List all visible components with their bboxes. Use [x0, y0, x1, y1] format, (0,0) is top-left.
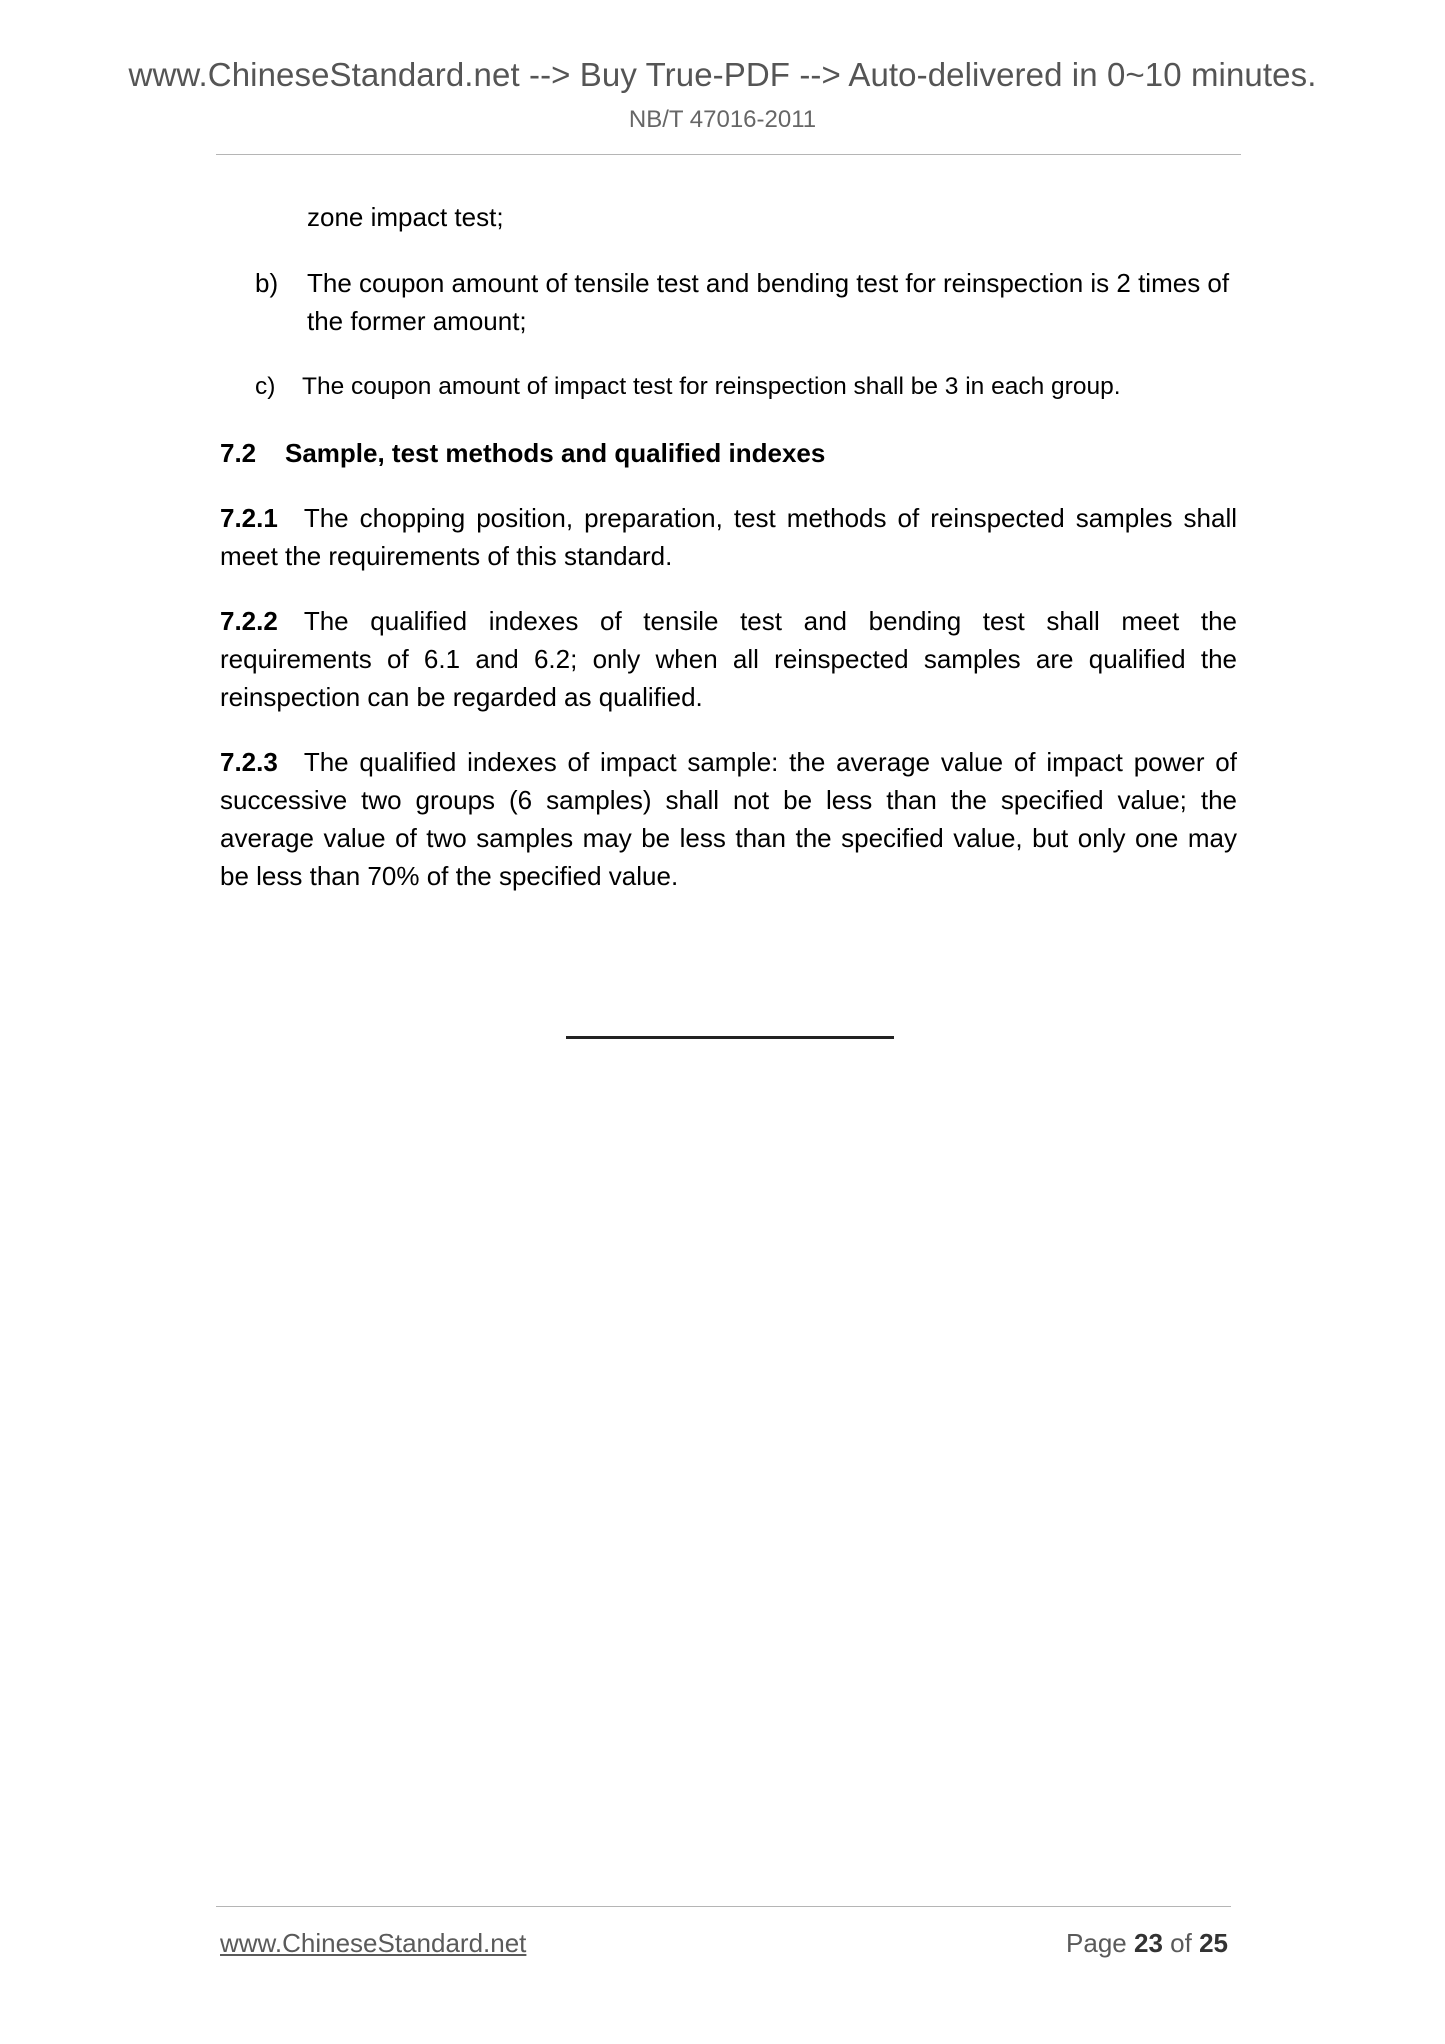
end-of-standard-rule	[566, 1036, 894, 1039]
page-label: Page	[1066, 1928, 1127, 1958]
clause-text: The qualified indexes of tensile test and bending test shall meet the requirements of 6.1 and 6.2; only when all reinspected samples are qualified the reinspection can be regarded as qualified.	[220, 606, 1237, 712]
page-total: 25	[1199, 1928, 1228, 1958]
clause-number: 7.2.3	[220, 747, 278, 777]
clause-text: The qualified indexes of impact sample: the average value of impact power of successive two groups (6 samples) shall not be less than the specified value; the average value of two samples may be less than the specified value, but only one may be less than 70% of the specified value.	[220, 747, 1237, 891]
list-marker-b: b)	[255, 268, 279, 298]
list-marker-c: c)	[255, 373, 276, 400]
section-heading-7-2	[220, 434, 1237, 472]
list-item-c	[220, 368, 1237, 406]
section-title: Sample, test methods and qualified indexes	[285, 438, 826, 468]
clause-7-2-3	[220, 743, 1237, 895]
footer-site-link[interactable]: www.ChineseStandard.net	[220, 1928, 527, 1958]
list-text-c: The coupon amount of impact test for reinspection shall be 3 in each group.	[302, 373, 1121, 400]
section-number: 7.2	[220, 438, 257, 468]
page-of-label: of	[1170, 1928, 1192, 1958]
header-banner: www.ChineseStandard.net --> Buy True-PDF --> Auto-delivered in 0~10 minutes.	[128, 56, 1317, 93]
header-document-id: NB/T 47016-2011	[628, 106, 817, 133]
list-item-b	[220, 264, 1237, 340]
list-text-b: The coupon amount of tensile test and bending test for reinspection is 2 times of the former amount;	[307, 268, 1230, 336]
page-current: 23	[1134, 1928, 1163, 1958]
clause-number: 7.2.1	[220, 503, 278, 533]
page-content	[220, 198, 1237, 922]
continued-list-text: zone impact test;	[307, 202, 504, 232]
page-number	[1066, 1928, 1228, 1959]
clause-7-2-2	[220, 602, 1237, 716]
clause-text: The chopping position, preparation, test methods of reinspected samples shall meet the requirements of this standard.	[220, 503, 1237, 571]
header-divider	[216, 154, 1241, 155]
clause-7-2-1	[220, 499, 1237, 575]
footer-divider	[216, 1906, 1231, 1907]
clause-number: 7.2.2	[220, 606, 278, 636]
